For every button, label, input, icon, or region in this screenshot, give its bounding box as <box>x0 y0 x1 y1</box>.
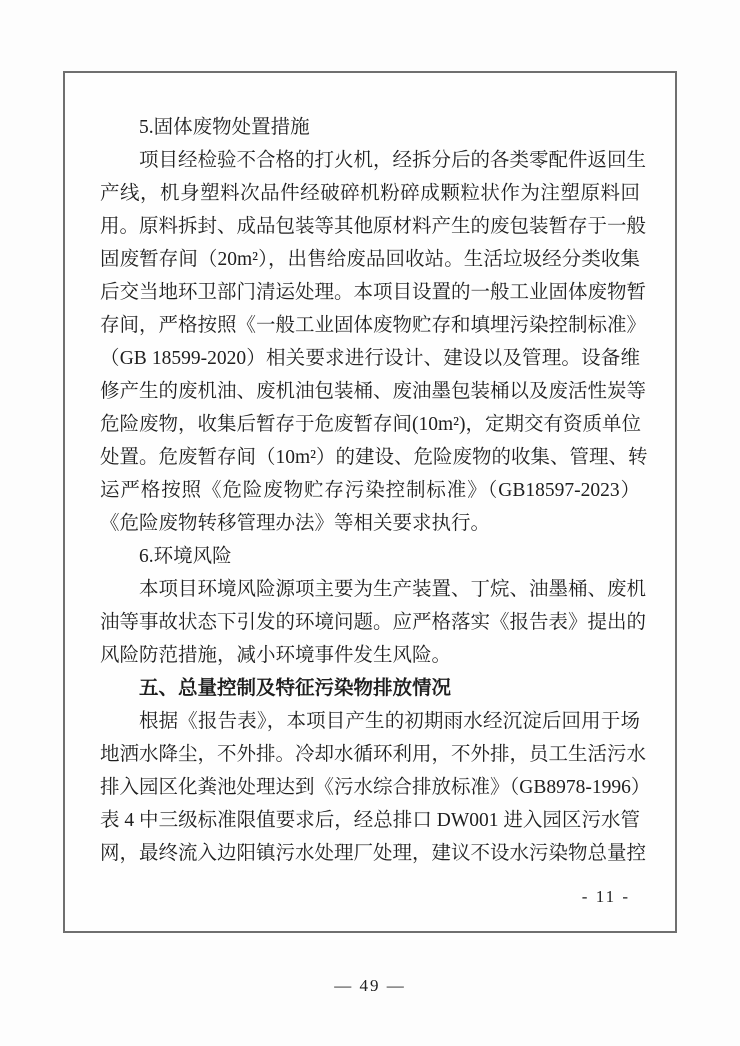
text-line: 运严格按照《危险废物贮存污染控制标准》（GB18597-2023） <box>100 480 640 501</box>
text-line: 风险防范措施，减小环境事件发生风险。 <box>100 645 452 666</box>
text-line: 油等事故状态下引发的环境问题。应严格落实《报告表》提出的 <box>100 612 647 633</box>
text-line: 根据《报告表》，本项目产生的初期雨水经沉淀后回用于场 <box>139 711 640 732</box>
text-line: 后交当地环卫部门清运处理。本项目设置的一般工业固体废物暂 <box>100 282 647 303</box>
text-line: （GB 18599-2020）相关要求进行设计、建设以及管理。设备维 <box>100 348 640 369</box>
text-line: 处置。危废暂存间（10m²）的建设、危险废物的收集、管理、转 <box>100 447 648 468</box>
text-line: 本项目环境风险源项主要为生产装置、丁烷、油墨桶、废机 <box>139 579 647 600</box>
page-border <box>63 71 677 933</box>
text-line: 网，最终流入边阳镇污水处理厂处理，建议不设水污染物总量控 <box>100 843 647 864</box>
text-line: 《危险废物转移管理办法》等相关要求执行。 <box>100 513 491 534</box>
text-line: 地洒水降尘，不外排。冷却水循环利用，不外排，员工生活污水 <box>100 744 647 765</box>
text-line: 修产生的废机油、废机油包装桶、废油墨包装桶以及废活性炭等 <box>100 381 647 402</box>
text-line: 6.环境风险 <box>139 546 232 567</box>
text-line: 表 4 中三级标准限值要求后，经总排口 DW001 进入园区污水管 <box>100 810 640 831</box>
text-line: 排入园区化粪池处理达到《污水综合排放标准》（GB8978-1996） <box>100 777 651 798</box>
document-lines <box>100 111 651 870</box>
text-line: 5.固体废物处置措施 <box>139 117 310 138</box>
text-line: 危险废物，收集后暂存于危废暂存间(10m²)，定期交有资质单位 <box>100 414 642 435</box>
section-heading: 五、总量控制及特征污染物排放情况 <box>139 677 452 699</box>
text-line: 产线，机身塑料次品件经破碎机粉碎成颗粒状作为注塑原料回 <box>100 183 640 204</box>
text-line: 固废暂存间（20m²），出售给废品回收站。生活垃圾经分类收集 <box>100 249 640 270</box>
page-number-inner: - 11 - <box>581 887 630 906</box>
text-line: 项目经检验不合格的打火机，经拆分后的各类零配件返回生 <box>139 150 647 171</box>
text-line: 用。原料拆封、成品包装等其他原材料产生的废包装暂存于一般 <box>100 216 647 237</box>
text-line: 存间，严格按照《一般工业固体废物贮存和填埋污染控制标准》 <box>100 315 647 336</box>
page-number-outer: — 49 — <box>334 976 406 995</box>
